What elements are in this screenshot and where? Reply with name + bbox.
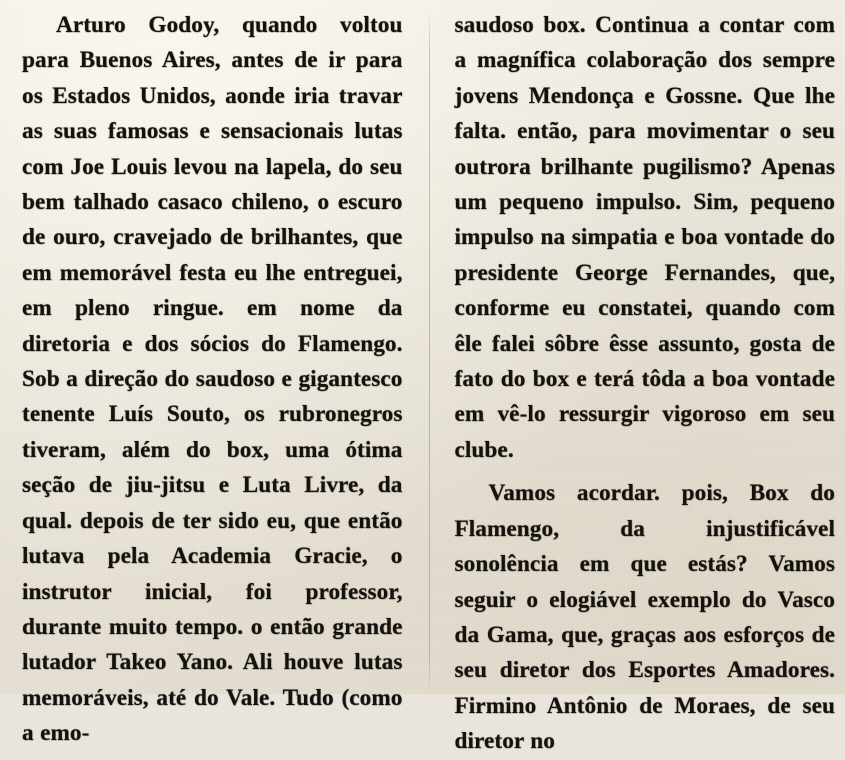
left-column (22, 8, 429, 747)
paragraph: saudoso box. Continua a contar com a magnífica colaboração dos sempre jovens Mendonça e Gossne. Que lhe falta. então, para movimentar o seu outrora brilhante pugilismo? Apenas um pequeno impulso. Sim, pequeno impulso na simpatia e boa vontade do presidente George Fernandes, que, conforme eu constatei, quando com êle falei sôbre êsse assunto, gosta de fato do box e terá tôda a boa vontade em vê-lo ressurgir vigoroso em seu clube. (454, 12, 835, 463)
paragraph: Arturo Godoy, quando voltou para Buenos Aires, antes de ir para os Estados Unidos, aonde iria travar as suas famosas e sensacionais lutas com Joe Louis levou na lapela, do seu bem talhado casaco chileno, o escuro de ouro, cravejado de brilhantes, que em memorável festa eu lhe entreguei, em pleno ringue. em nome da diretoria e dos sócios do Flamengo. Sob a direção do saudoso e gigantesco tenente Luís Souto, os rubronegros tiveram, além do box, uma ótima seção de jiu-jitsu e Luta Livre, da qual. depois de ter sido eu, que então lutava pela Academia Gracie, o instrutor inicial, foi professor, durante muito tempo. o então grande lutador Takeo Yano. Ali houve lutas memoráveis, até do Vale. Tudo (como a emo- (22, 12, 403, 747)
column-container (22, 8, 835, 755)
column-divider-rule (429, 10, 430, 694)
paragraph: Vamos acordar. pois, Box do Flamengo, da injustificável sonolência em que estás? Vamos seguir o elogiável exemplo do Vasco da Gama, que, graças aos esforços de seu diretor dos Esportes Amadores. Firmino Antônio de Moraes, de seu diretor no (454, 480, 835, 755)
right-column (429, 8, 836, 755)
